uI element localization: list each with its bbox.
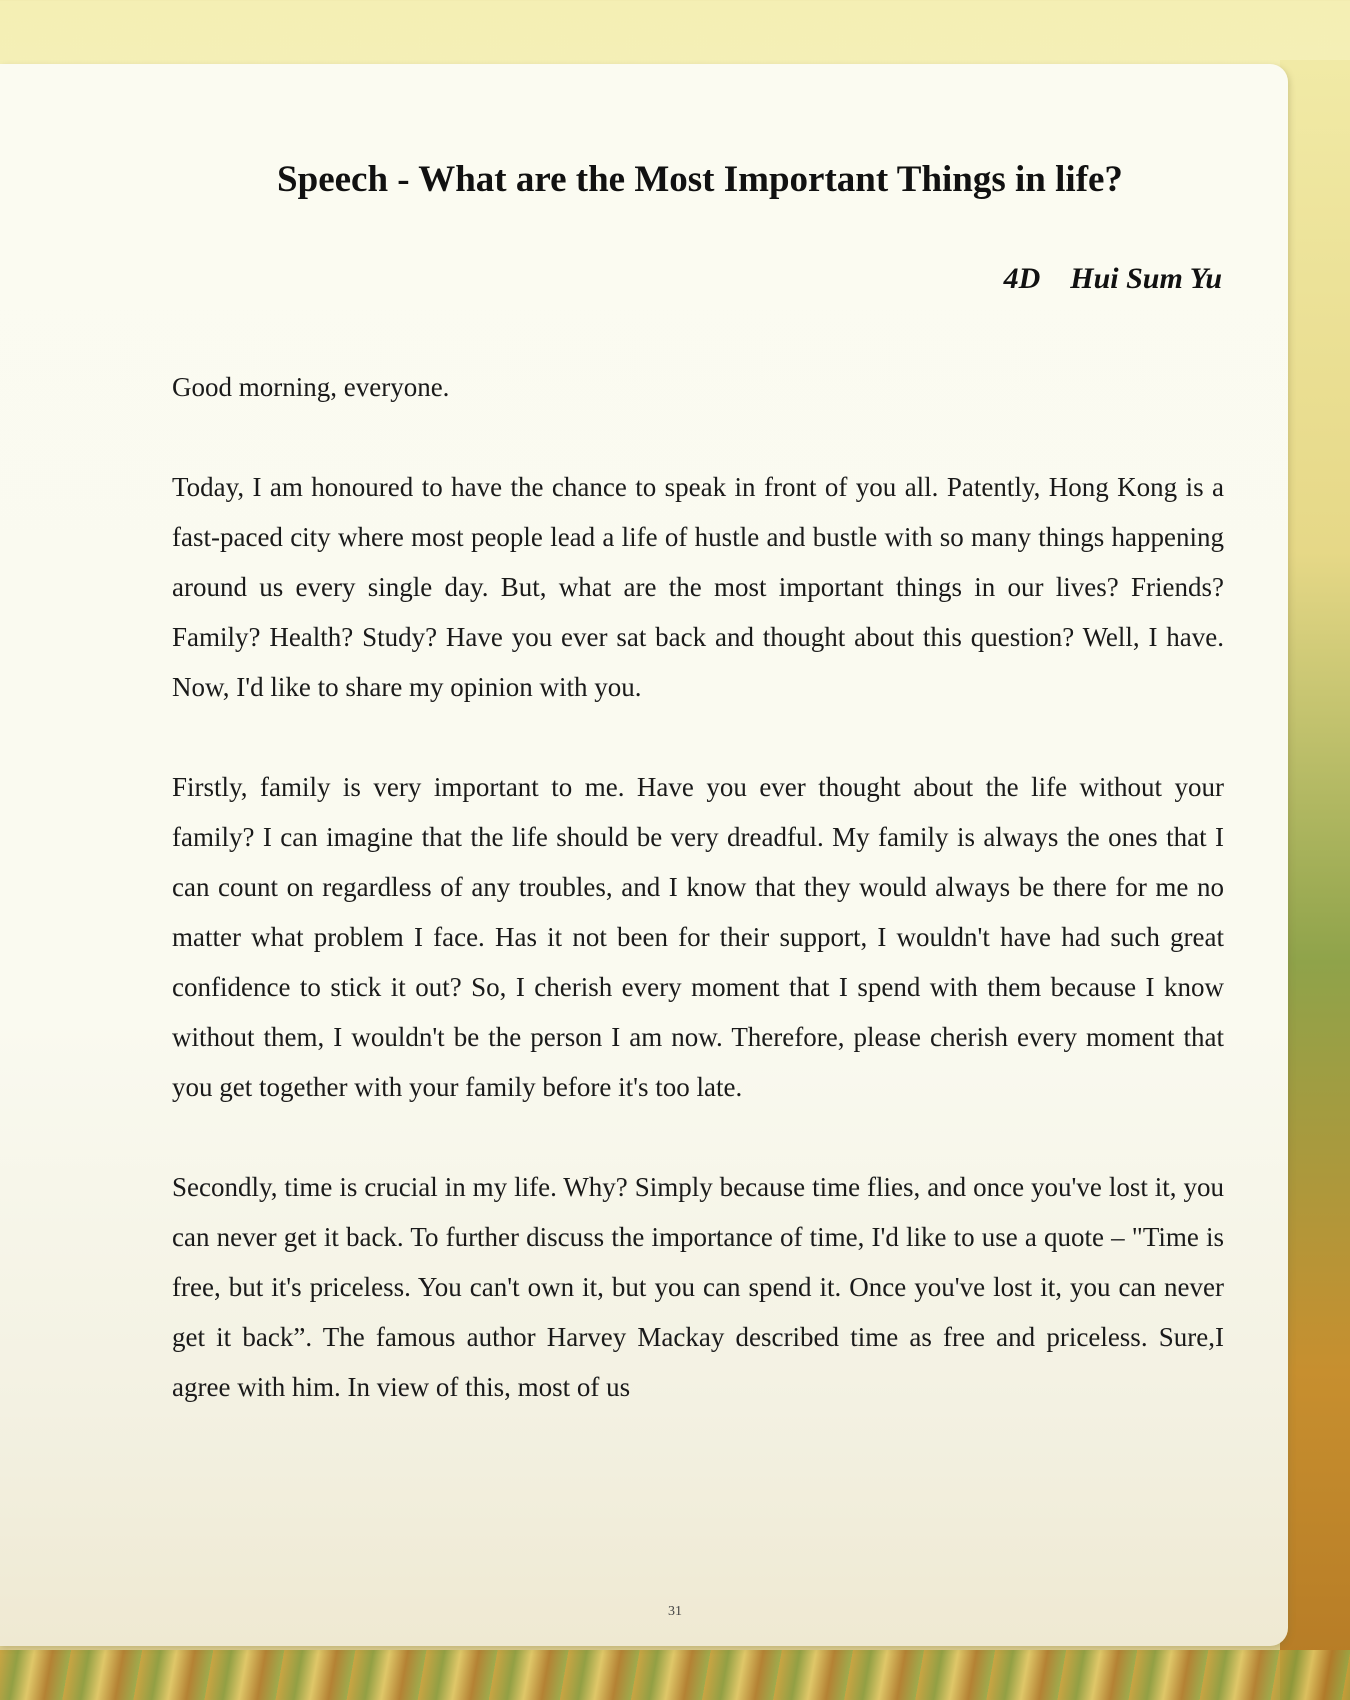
paragraph-time: Secondly, time is crucial in my life. Why? Simply because time flies, and once you've lost it, you can never get it back. To further discuss the importance of time, I'd like to use a quote – "Time is free, but it's priceless. You can't own it, but you can spend it. Once you've lost it, you can never get it back”. The famous author Harvey Mackay described time as free and priceless. Sure,I agree with him. In view of this, most of us <box>172 1172 1224 1402</box>
author-line: 4D Hui Sum Yu <box>1003 262 1222 295</box>
background-grass-right <box>1280 60 1350 1700</box>
paragraph-family: Firstly, family is very important to me. Have you ever thought about the life without your family? I can imagine that the life should be very dreadful. My family is always the ones that I can count on regardless of any troubles, and I know that they would always be there for me no matter what problem I face. Has it not been for their support, I wouldn't have had such great confidence to stick it out? So, I cherish every moment that I spend with them because I know without them, I wouldn't be the person I am now. Therefore, please cherish every moment that you get together with your family before it's too late. <box>172 772 1224 1102</box>
background-grass-bottom <box>0 1650 1350 1700</box>
paragraph-greeting: Good morning, everyone. <box>172 372 450 402</box>
paragraph-intro: Today, I am honoured to have the chance to speak in front of you all. Patently, Hong Kong is a fast-paced city where most people lead a life of hustle and bustle with so many things happening around us every single day. But, what are the most important things in our lives? Friends? Family? Health? Study? Have you ever sat back and thought about this question? Well, I have. Now, I'd like to share my opinion with you. <box>172 472 1224 702</box>
speech-body <box>172 362 1224 1462</box>
page-title: Speech - What are the Most Important Things in life? <box>277 159 1123 200</box>
page-number: 31 <box>668 1604 682 1619</box>
